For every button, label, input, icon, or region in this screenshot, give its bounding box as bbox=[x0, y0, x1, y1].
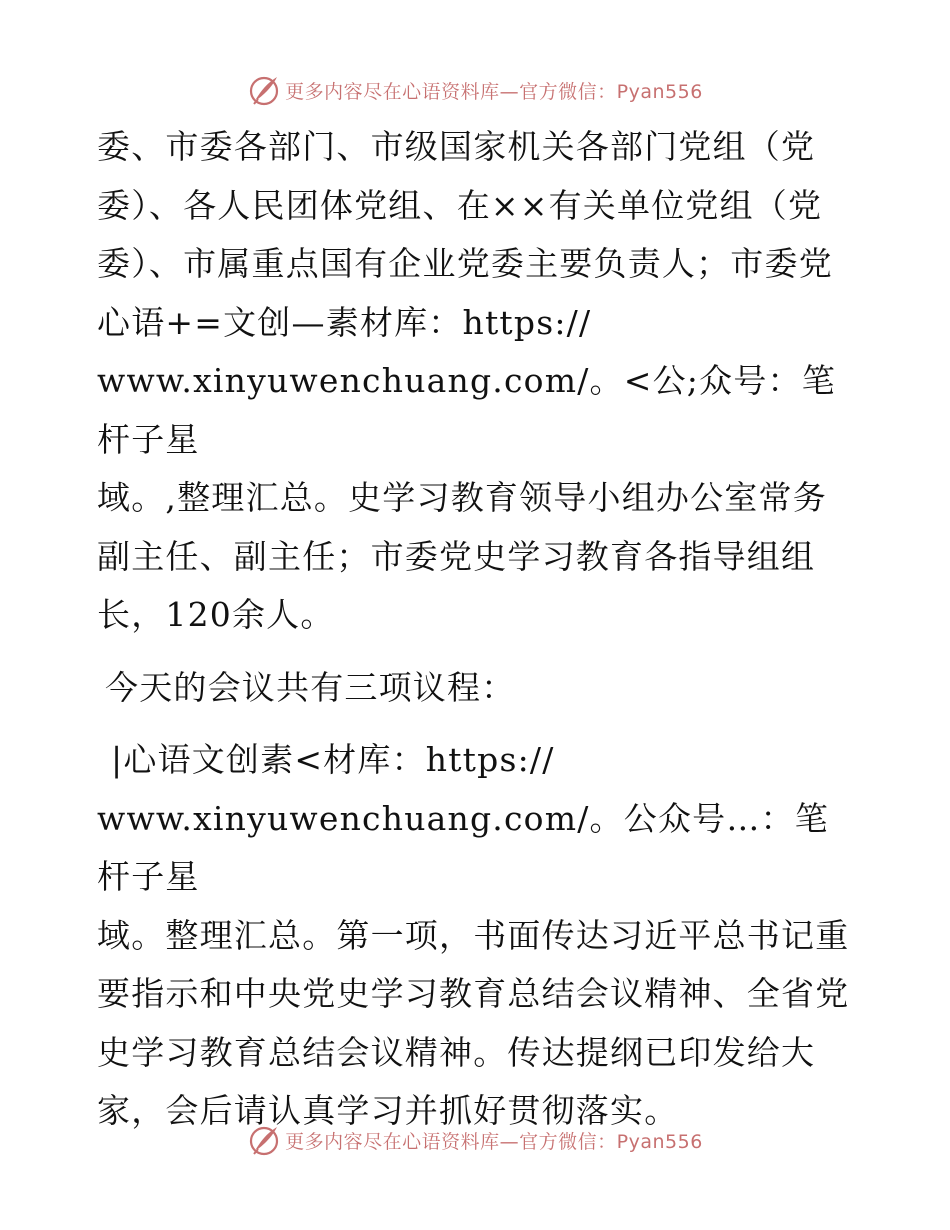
watermark-text: 更多内容尽在心语资料库—官方微信：Pyan556 bbox=[285, 1130, 703, 1153]
watermark-text: 更多内容尽在心语资料库—官方微信：Pyan556 bbox=[285, 80, 703, 103]
text-line: 域。整理汇总。第一项，书面传达习近平总书记重 bbox=[97, 915, 850, 955]
paragraph-attendees bbox=[97, 118, 857, 645]
header-watermark bbox=[0, 70, 950, 110]
text-line: 心语+=文创—素材库：https:// bbox=[97, 302, 592, 342]
document-body bbox=[97, 118, 857, 1141]
text-line: 家，会后请认真学习并抓好贯彻落实。 bbox=[97, 1091, 679, 1130]
text-line: 域。,整理汇总。史学习教育领导小组办公室常务 bbox=[97, 478, 827, 517]
text-line: 委）、各人民团体党组、在××有关单位党组（党 bbox=[97, 185, 823, 225]
paragraph-agenda bbox=[97, 659, 857, 718]
quill-pen-logo-icon bbox=[247, 73, 281, 107]
text-line: www.xinyuwenchuang.com/。公众号…：笔杆子星 bbox=[97, 798, 829, 896]
text-line: 今天的会议共有三项议程： bbox=[105, 667, 516, 707]
quill-pen-logo-icon bbox=[247, 1123, 281, 1157]
paragraph-item-one bbox=[97, 731, 857, 1141]
text-line: 长，120余人。 bbox=[97, 595, 335, 634]
text-line: 史学习教育总结会议精神。传达提纲已印发给大 bbox=[97, 1032, 816, 1072]
text-line: www.xinyuwenchuang.com/。<公;众号：笔杆子星 bbox=[97, 361, 836, 459]
text-line: |心语文创素<材库：https:// bbox=[111, 740, 555, 779]
text-line: 要指示和中央党史学习教育总结会议精神、全省党 bbox=[97, 974, 850, 1013]
text-line: 委、市委各部门、市级国家机关各部门党组（党 bbox=[97, 127, 816, 166]
footer-watermark bbox=[0, 1120, 950, 1160]
text-line: 副主任、副主任；市委党史学习教育各指导组组 bbox=[97, 536, 816, 576]
text-line: 委）、市属重点国有企业党委主要负责人；市委党 bbox=[97, 244, 833, 283]
